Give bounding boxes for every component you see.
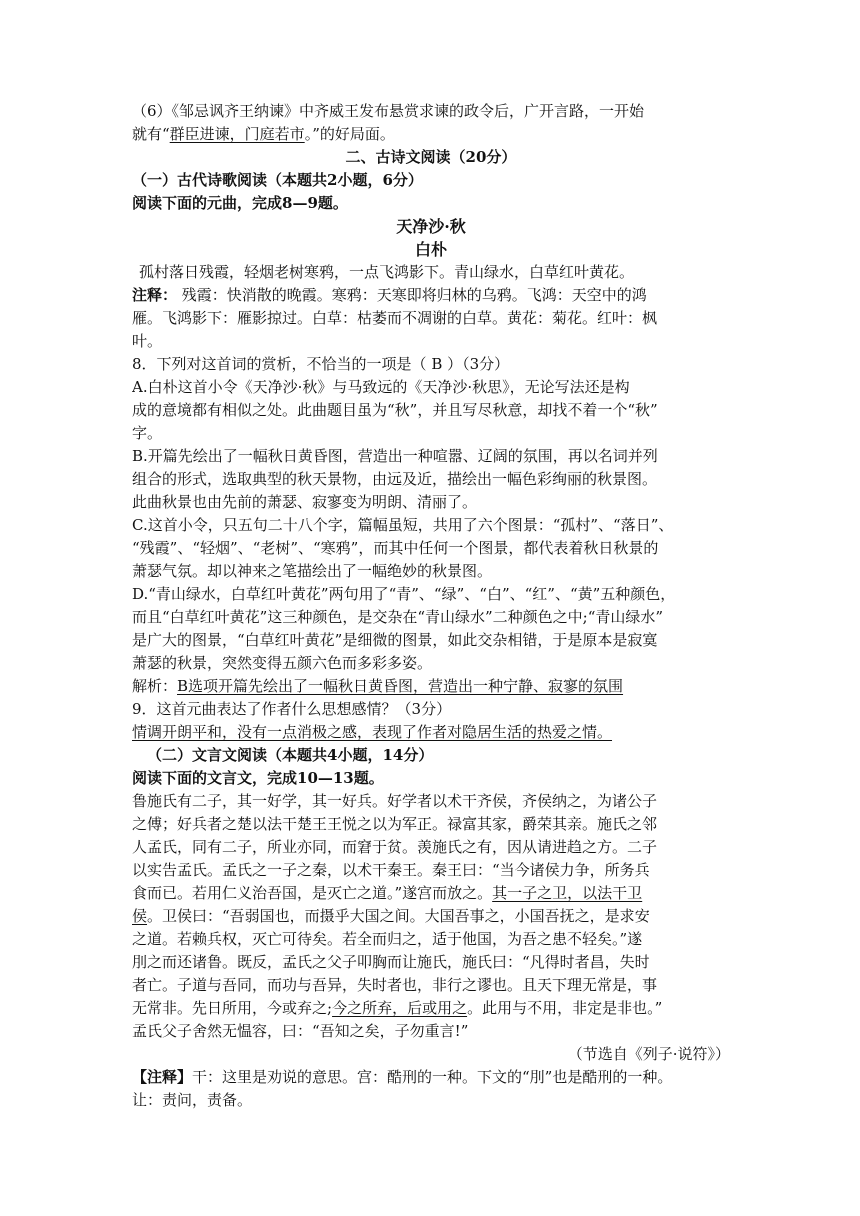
passage-underline-3: 今之所弃，后或用之: [332, 999, 468, 1017]
annotation-line-2: 雁。飞鸿影下：雁影掠过。白草：枯萎而不凋谢的白草。黄花：菊花。红叶：枫: [132, 309, 658, 327]
passage-line-6: 侯。卫侯曰：“吾弱国也，而摄乎大国之间。大国吾事之，小国吾抚之，是求安: [132, 907, 650, 925]
q6-line-1: （6）《邹忌讽齐王纳谏》中齐威王发布悬赏求谏的政令后，广开言路，一开始: [132, 102, 645, 120]
analysis-underline: B选项开篇先绘出了一幅秋日黄昏图，营造出一种宁静、寂寥的氛围: [177, 677, 624, 695]
passage-line-9: 者亡。子道与吾同，而功与吾异，失时者也，非行之谬也。且天下理无常是，事: [132, 976, 658, 994]
notes-line-1: 【注释】干：这里是劝说的意思。宫：酷刑的一种。下文的“刖”也是酷刑的一种。: [132, 1068, 673, 1086]
question-9: 9．这首元曲表达了作者什么思想感情？（3分）: [132, 700, 452, 718]
section-heading: 二、古诗文阅读（20分）: [345, 148, 517, 166]
answer-9: [132, 721, 730, 744]
option-a-line-1: A.白朴这首小令《天净沙·秋》与马致远的《天净沙·秋思》，无论写法还是构: [132, 378, 630, 396]
passage-line-10: 无常非。先日所用，今或弃之;今之所弃，后或用之。此用与不用，非定是非也。”: [132, 999, 663, 1017]
option-b-line-3: 此曲秋景也由先前的萧瑟、寂寥变为明朗、清丽了。: [132, 493, 478, 511]
option-a-line-3: 字。: [132, 424, 163, 442]
passage-line-4: 以实告孟氏。孟氏之一子之秦，以术干秦王。秦王曰：“当今诸侯力争，所务兵: [132, 861, 650, 879]
subsection-heading-classical: （二）文言文阅读（本题共4小题，14分）: [147, 746, 434, 764]
poem-title: 天净沙·秋: [396, 217, 466, 236]
option-d-line-1: D.“青山绿水，白草红叶黄花”两句用了“青”、“绿”、“白”、“红”、“黄”五种颜色，: [132, 585, 676, 603]
question-8: 8．下列对这首词的赏析，不恰当的一项是（ B ）（3分）: [132, 355, 510, 373]
passage-underline-2: 侯: [132, 907, 148, 925]
option-d-line-2: 而且“白草红叶黄花”这三种颜色，是交杂在“青山绿水”二种颜色之中;“青山绿水”: [132, 608, 664, 626]
passage-line-1: 鲁施氏有二子，其一好学，其一好兵。好学者以术干齐侯，齐侯纳之，为诸公子: [132, 792, 658, 810]
answer-9-underline: 情调开朗平和，没有一点消极之感，表现了作者对隐居生活的热爱之情。: [132, 723, 613, 741]
option-a-line-2: 成的意境都有相似之处。此曲题目虽为“秋”，并且写尽秋意，却找不着一个“秋”: [132, 401, 658, 419]
option-d-line-3: 是广大的图景，“白草红叶黄花”是细微的图景，如此交杂相错，于是原本是寂寞: [132, 631, 658, 649]
poem-text: 孤村落日残霞，轻烟老树寒鸦，一点飞鸿影下。青山绿水，白草红叶黄花。: [139, 263, 635, 281]
poetry-instruction: 阅读下面的元曲，完成8—9题。: [132, 194, 348, 212]
analysis-line: 解析：B选项开篇先绘出了一幅秋日黄昏图，营造出一种宁静、寂寥的氛围: [132, 677, 624, 695]
passage-line-7: 之道。若赖兵权，灭亡可待矣。若全而归之，适于他国，为吾之患不轻矣。”遂: [132, 930, 643, 948]
subsection-heading-poetry: （一）古代诗歌阅读（本题共2小题，6分）: [132, 171, 423, 189]
passage-line-8: 刖之而还诸鲁。既反，孟氏之父子叩胸而让施氏，施氏曰：“凡得时者昌，失时: [132, 953, 650, 971]
passage-line-5: 食而已。若用仁义治吾国，是灭亡之道。”遂宫而放之。其一子之卫，以法干卫: [132, 884, 643, 902]
option-c-line-2: “残霞”、“轻烟”、“老树”、“寒鸦”，而其中任何一个图景，都代表着秋日秋景的: [132, 539, 659, 557]
annotation-line-1: 注释： 残霞：快消散的晚霞。寒鸦：天寒即将归林的乌鸦。飞鸿：天空中的鸿: [132, 286, 647, 304]
poem-author: 白朴: [414, 240, 447, 259]
annotation-line-3: 叶。: [132, 332, 163, 350]
passage-line-3: 人孟氏，同有二子，所业亦同，而窘于贫。羡施氏之有，因从请进趋之方。二子: [132, 838, 658, 856]
notes-line-2: 让：责问，责备。: [132, 1091, 253, 1109]
option-c-line-1: C.这首小令，只五句二十八个字，篇幅虽短，共用了六个图景：“孤村”、“落日”、: [132, 516, 674, 534]
classical-instruction: 阅读下面的文言文，完成10—13题。: [132, 769, 384, 787]
answer-underline: 群臣进谏，门庭若市: [169, 125, 305, 143]
passage-line-11: 孟氏父子舍然无愠容，曰：“吾知之矣，子勿重言!”: [132, 1022, 469, 1040]
option-b-line-1: B.开篇先绘出了一幅秋日黄昏图，营造出一种喧嚣、辽阔的氛围，再以名词并列: [132, 447, 658, 465]
option-b-line-2: 组合的形式，选取典型的秋天景物，由远及近，描绘出一幅色彩绚丽的秋景图。: [132, 470, 658, 488]
passage-underline-1: 其一子之卫，以法干卫: [492, 884, 643, 902]
option-d-line-4: 萧瑟的秋景，突然变得五颜六色而多彩多姿。: [132, 654, 433, 672]
q6-line-2: 就有“群臣进谏，门庭若市。”的好局面。: [132, 125, 395, 143]
passage-source: （节选自《列子·说符》）: [567, 1045, 730, 1063]
passage-line-2: 之傅；好兵者之楚以法干楚王王悦之以为军正。禄富其家，爵荣其亲。施氏之邻: [132, 815, 658, 833]
option-c-line-3: 萧瑟气氛。却以神来之笔描绘出了一幅绝妙的秋景图。: [132, 562, 493, 580]
document-page: [132, 100, 730, 1112]
